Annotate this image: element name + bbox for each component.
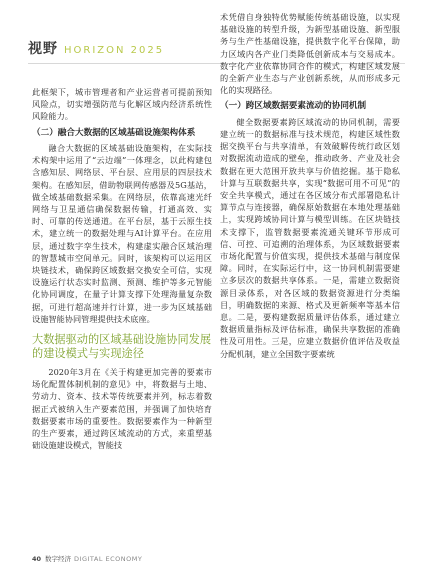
section-title: 视野 <box>28 41 58 57</box>
journal-name: 数字经济 <box>45 555 72 563</box>
subheading: （一）跨区域数据要素流动的协同机制 <box>220 101 367 112</box>
subheading: （二）融合大数据的区域基础设施架构体系 <box>32 127 196 138</box>
paragraph: 融合大数据的区域基础设施架构，在实际技术构架中运用了“云边端”一体理念，以此构建包含感知层、网络层、平台层、应用层的四层技术架构。在感知层，借助物联网传感器及5G基站，做全域基础数据采集。在网络层，依靠高速光纤网络与卫星通信确保数据传输，打通高效、实时、可靠的传送通道。在平台层，基于云原生技术，建立统一的数据处理与AI计算平台。在应用层，通过数字孪生技术，构建虚实融合区域治理的智慧城市空间单元。同时，该架构可以运用区块链技术，确保跨区域数据交换安全可信，实现设施运行状态实时监测、预测、维护等多元智能化协同调度，在量子计算支撑下处理海量复杂数据，可进行超高速并行计算，进一步为区域基础设施智能协同管理提供技术底座。 <box>32 143 212 324</box>
journal-name-en: DIGITAL ECONOMY <box>74 554 143 563</box>
paragraph: 术凭借自身独特优势赋能传统基础设施，以实现基础设施的转型升级，为新型基础设施、新型服务与生产性基础设施，提供数字化平台保障，助力区域内各产业门类降低创新成本与交易成本。数字化产业依靠协同合作的模式，构建区域发展的全新产业生态与产业创新系统，从而形成多元化的实现路径。 <box>220 12 400 96</box>
right-column <box>220 11 400 360</box>
paragraph: 健全数据要素跨区域流动的协同机制，需要建立统一的数据标准与技术规范，构建区域性数据交换平台与共享清单，有效破解传统行政区划对数据流动造成的壁垒，推动政务、产业及社会数据在更大范围开放共享与价值挖掘。基于隐私计算与互联数据共享，实现“数据可用不可见”的安全共享模式，通过在各区域分布式部署隐私计算节点与连接器，确保原始数据在本地处理基础上，实现跨域协同计算与模型训练。在区块链技术支撑下，监管数据要素流通关键环节形成可信、可控、可追溯的治理体系，为区域数据要素市场化配置与价值实现，提供技术基础与制度保障。同时，在实际运行中，这一协同机制需要建立多层次的数据共享体系。一是，需建立数据资源目录体系，对各区域的数据资源进行分类编目，明确数据的来源、格式及更新频率等基本信息。二是，要构建数据质量评估体系，通过建立数据质量指标及评估标准，确保共享数据的准确性及可用性。三是，应建立数据价值评估及收益分配机制，建立全国数字要素统 <box>220 116 400 359</box>
page-footer <box>32 554 142 563</box>
page-number: 40 <box>32 554 42 563</box>
paragraph: 2020年3月在《关于构建更加完善的要素市场化配置体制机制的意见》中，将数据与土地、劳动力、资本、技术等传统要素并列，标志着数据正式被纳入生产要素范围，并强调了加快培育数据要素市场的重要性。数据要素作为一种新型的生产要素，通过跨区域流动的方式，来重塑基础设施建设模式，智能技 <box>32 367 212 451</box>
section-heading: 大数据驱动的区域基础设施协同发展的建设模式与实现途径 <box>32 333 212 361</box>
left-column <box>32 86 212 451</box>
section-title-en: HORIZON 2025 <box>64 45 165 56</box>
paragraph: 此框架下，城市管理者和产业运营者可提前预知风险点，切实增强防范与化解区域内经济系统性风险能力。 <box>32 87 212 122</box>
page-header <box>28 38 164 56</box>
